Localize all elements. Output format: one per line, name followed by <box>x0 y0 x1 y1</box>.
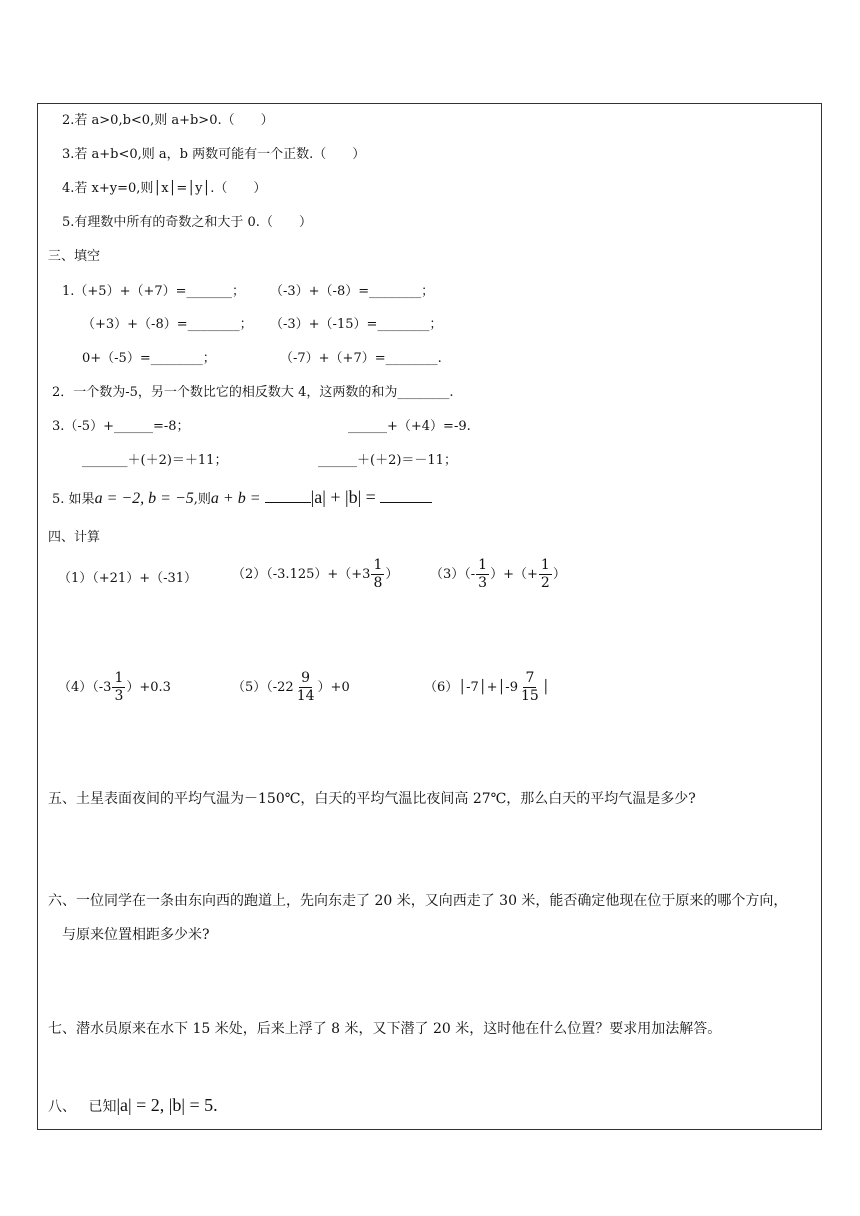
calc-p3-denominator-2: 2 <box>540 575 550 591</box>
calc-p2-prefix: （2）（-3.125）+（+3 <box>232 567 371 582</box>
fill-q2: 2．一个数为-5，另一个数比它的相反数大 4，这两数的和为________. <box>52 385 454 400</box>
fill-q5-abs-expr: |a| + |b| = <box>310 487 376 507</box>
calc-p4-fraction <box>112 670 125 705</box>
fill-row2-a: （+3）+（-8）=________； <box>82 317 253 332</box>
judge-q5: 5.有理数中所有的奇数之和大于 0.（ ） <box>62 215 312 230</box>
fill-q5-sum-expr: a + b = <box>210 490 261 507</box>
calc-p3-middle: ）+（+ <box>490 567 538 582</box>
fill-q4-b: ______＋(＋2)＝－11； <box>318 453 457 468</box>
fill-row1-b: （-3）+（-8）=________； <box>270 284 435 299</box>
calc-p3-fraction-1 <box>476 557 489 592</box>
fill-q5-then: ,则 <box>193 492 211 507</box>
calc-problem-3 <box>430 557 566 592</box>
question-8-known: 已知 <box>88 1099 117 1115</box>
calc-p3-numerator-1: 1 <box>478 557 488 573</box>
calc-problem-2 <box>232 557 398 592</box>
calc-problem-5 <box>232 670 350 705</box>
fill-q5-number: 5. <box>52 492 65 507</box>
question-6-line-2: 与原来位置相距多少米? <box>62 927 210 943</box>
calc-p3-fraction-2 <box>539 557 552 592</box>
calc-p6-numerator: 7 <box>525 670 535 686</box>
fill-q5-condition: a = −2, b = −5 <box>94 490 194 507</box>
calc-p6-denominator: 15 <box>520 688 539 704</box>
calc-p3-prefix: （3）（- <box>430 567 476 582</box>
fill-q5-blank-1[interactable] <box>265 502 311 503</box>
calc-problem-4 <box>58 670 171 705</box>
fill-q5-blank-2[interactable] <box>380 502 432 503</box>
calc-p5-fraction <box>295 670 317 705</box>
calc-p2-denominator: 8 <box>373 575 383 591</box>
question-5: 五、土星表面夜间的平均气温为－150℃，白天的平均气温比夜间高 27℃，那么白天的平均气温是多少? <box>48 791 696 807</box>
calc-p4-denominator: 3 <box>114 688 124 704</box>
judge-q2: 2.若 a>0,b<0,则 a+b>0.（ ） <box>62 113 274 128</box>
calc-p4-prefix: （4）（-3 <box>58 680 112 695</box>
calc-p6-suffix: │ <box>541 680 550 695</box>
question-8-expression: |a| = 2, |b| = 5. <box>116 1095 218 1115</box>
calc-problem-1: （1）（+21）+（-31） <box>58 571 198 586</box>
question-8-label: 八、 <box>48 1099 76 1115</box>
judge-q4: 4.若 x+y=0,则│x│=│y│.（ ） <box>62 181 267 196</box>
fill-row1-a: 1.（+5）+（+7）=_______； <box>62 284 246 299</box>
calc-p6-fraction <box>519 670 541 705</box>
calc-p5-prefix: （5）（-22 <box>232 680 294 695</box>
worksheet-frame <box>37 103 822 1130</box>
question-7: 七、潜水员原来在水下 15 米处，后来上浮了 8 米，又下潜了 20 米，这时他在什么位置？要求用加法解答。 <box>48 1021 722 1037</box>
calc-p3-numerator-2: 1 <box>540 557 550 573</box>
section-calc-heading: 四、计算 <box>48 530 101 545</box>
calc-p6-prefix: （6）│-7│+│-9 <box>424 680 518 695</box>
calc-p3-denominator-1: 3 <box>478 575 488 591</box>
question-6-line-1: 六、一位同学在一条由东向西的跑道上，先向东走了 20 米，又向西走了 30 米，能否确定他现在位于原来的哪个方向， <box>48 893 788 909</box>
fill-q3-a: 3.（-5）+______=-8； <box>52 419 190 434</box>
fill-q3-b: ______+（+4）=-9. <box>348 419 471 434</box>
fill-row3-b: （-7）+（+7）=________. <box>280 351 442 366</box>
calc-problem-6 <box>424 670 550 705</box>
calc-p4-suffix: ）+0.3 <box>126 680 171 695</box>
question-8 <box>48 1096 218 1116</box>
calc-p2-fraction <box>371 557 384 592</box>
calc-p2-numerator: 1 <box>373 557 383 573</box>
calc-p5-numerator: 9 <box>301 670 311 686</box>
calc-p2-suffix: ） <box>385 567 399 582</box>
calc-p5-denominator: 14 <box>296 688 315 704</box>
calc-p5-suffix: ）+0 <box>317 680 350 695</box>
section-fill-heading: 三、填空 <box>48 249 101 264</box>
judge-q3: 3.若 a+b<0,则 a，b 两数可能有一个正数.（ ） <box>62 147 366 162</box>
fill-q4-a: _______＋(＋2)＝＋11； <box>82 453 228 468</box>
calc-p4-numerator: 1 <box>114 670 124 686</box>
fill-row3-a: 0+（-5）=________； <box>82 351 216 366</box>
fill-row2-b: （-3）+（-15）=________； <box>270 317 443 332</box>
calc-p3-suffix: ） <box>552 567 566 582</box>
fill-q5 <box>52 488 432 509</box>
fill-q5-if: 如果 <box>68 492 95 507</box>
